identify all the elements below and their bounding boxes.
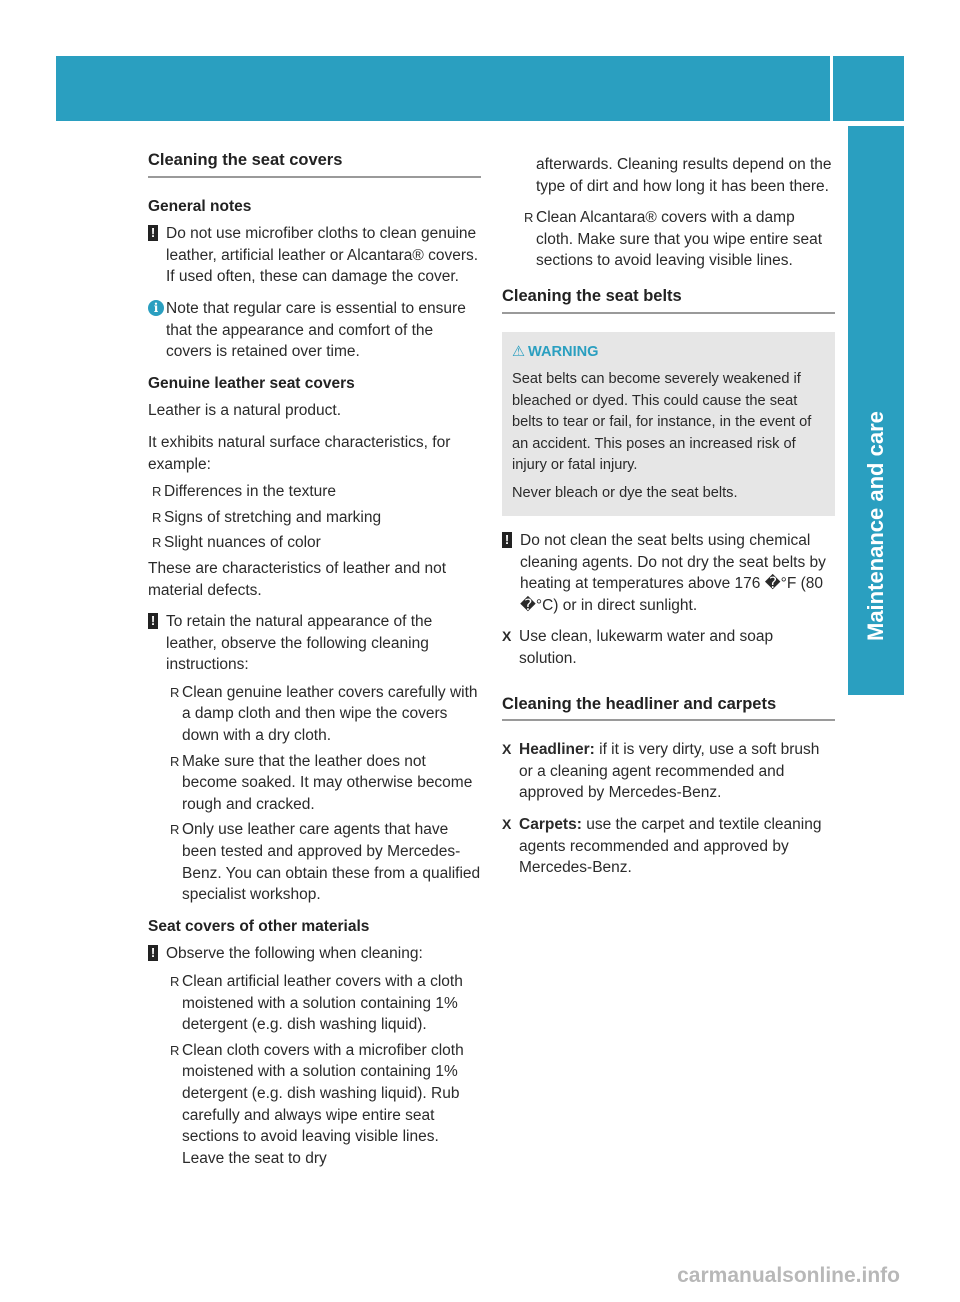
other-materials-title: Seat covers of other materials [148, 917, 370, 935]
warning-text: Never bleach or dye the seat belts. [512, 484, 738, 501]
step-text: use the carpet and textile cleaning agents recommended and approved by Mercedes-Benz. [519, 816, 822, 877]
warning-title-text: WARNING [528, 343, 599, 360]
leather-paragraph: It exhibits natural surface characteristics, for example: [148, 433, 451, 473]
leather-paragraph: Leather is a natural product. [148, 402, 342, 420]
caution-note-text: To retain the natural appearance of the leather, observe the following cleaning instructions: [166, 613, 433, 674]
caution-note [148, 943, 481, 965]
step-text: if it is very dirty, use a soft brush or a cleaning agent recommended and approved by Mercedes-Benz. [519, 741, 820, 802]
caution-note [502, 530, 835, 616]
list-item: R Clean Alcantara® covers with a damp cloth. Make sure that you wipe entire seat sections to avoid leaving visible lines. [520, 207, 835, 272]
step-item: X Use clean, lukewarm water and soap solution. [502, 626, 835, 669]
caution-note-text: Observe the following when cleaning: [166, 945, 423, 963]
info-note-text: Note that regular care is essential to ensure that the appearance and comfort of the covers is retained over time. [166, 299, 466, 361]
caution-note [148, 223, 481, 288]
step-label: Headliner: [519, 741, 595, 759]
caution-note [148, 611, 481, 676]
warning-triangle-icon: ⚠ [512, 343, 526, 360]
exclamation-icon: ! [148, 613, 158, 629]
header-bar [56, 56, 904, 121]
list-item: R Differences in the texture [148, 481, 481, 503]
side-tab-label: Maintenance and care [863, 411, 888, 641]
warning-text: Seat belts can become severely weakened if bleached or dyed. This could cause the seat belts to tear or fail, for instance, in the event of an accident. This poses an increased risk of injury or fatal injury. [512, 371, 812, 474]
right-column [502, 154, 835, 889]
warning-title [512, 342, 825, 364]
side-tab-marker [848, 651, 904, 695]
list-item: R Clean genuine leather covers carefully with a damp cloth and then wipe the covers down with a dry cloth. [166, 682, 481, 747]
continued-text: afterwards. Cleaning results depend on the type of dirt and how long it has been there. [536, 156, 832, 195]
info-note [148, 298, 481, 363]
warning-box [502, 332, 835, 517]
step-item [502, 739, 835, 804]
list-item: R Signs of stretching and marking [148, 507, 481, 529]
general-notes-title: General notes [148, 197, 252, 215]
leather-paragraph: These are characteristics of leather and not material defects. [148, 559, 447, 599]
list-item: R Clean cloth covers with a microfiber cloth moistened with a solution containing 1% detergent (e.g. dish washing liquid). Rub carefully and always wipe entire seat sections to avoid leaving visible lines. Leave the seat to dry [166, 1040, 481, 1170]
exclamation-icon: ! [502, 532, 512, 548]
heading-headliner: Cleaning the headliner and carpets [502, 694, 835, 722]
heading-seat-belts: Cleaning the seat belts [502, 286, 835, 314]
heading-seat-covers: Cleaning the seat covers [148, 150, 481, 178]
footer-watermark: carmanualsonline.info [677, 1264, 900, 1287]
caution-note-text: Do not use microfiber cloths to clean genuine leather, artificial leather or Alcantara® covers. If used often, these can damage the cover. [166, 225, 479, 286]
list-item: R Only use leather care agents that have been tested and approved by Mercedes-Benz. You can obtain these from a qualified specialist workshop. [166, 819, 481, 905]
list-item: R Make sure that the leather does not become soaked. It may otherwise become rough and cracked. [166, 751, 481, 816]
exclamation-icon: ! [148, 225, 158, 241]
caution-note-text: Do not clean the seat belts using chemical cleaning agents. Do not dry the seat belts by heating at temperatures above 176 �°F (80 �°C) or in direct sunlight. [520, 532, 826, 614]
left-column [148, 150, 481, 1173]
header-separator [830, 56, 833, 121]
info-icon: i [148, 300, 164, 316]
page-number: 291 [786, 36, 821, 57]
exclamation-icon: ! [148, 945, 158, 961]
section-title: Care [826, 31, 877, 56]
list-item: R Clean artificial leather covers with a cloth moistened with a solution containing 1% detergent (e.g. dish washing liquid). [166, 971, 481, 1036]
step-item [502, 814, 835, 879]
leather-title: Genuine leather seat covers [148, 374, 355, 392]
list-item: R Slight nuances of color [148, 532, 481, 554]
step-label: Carpets: [519, 816, 582, 833]
